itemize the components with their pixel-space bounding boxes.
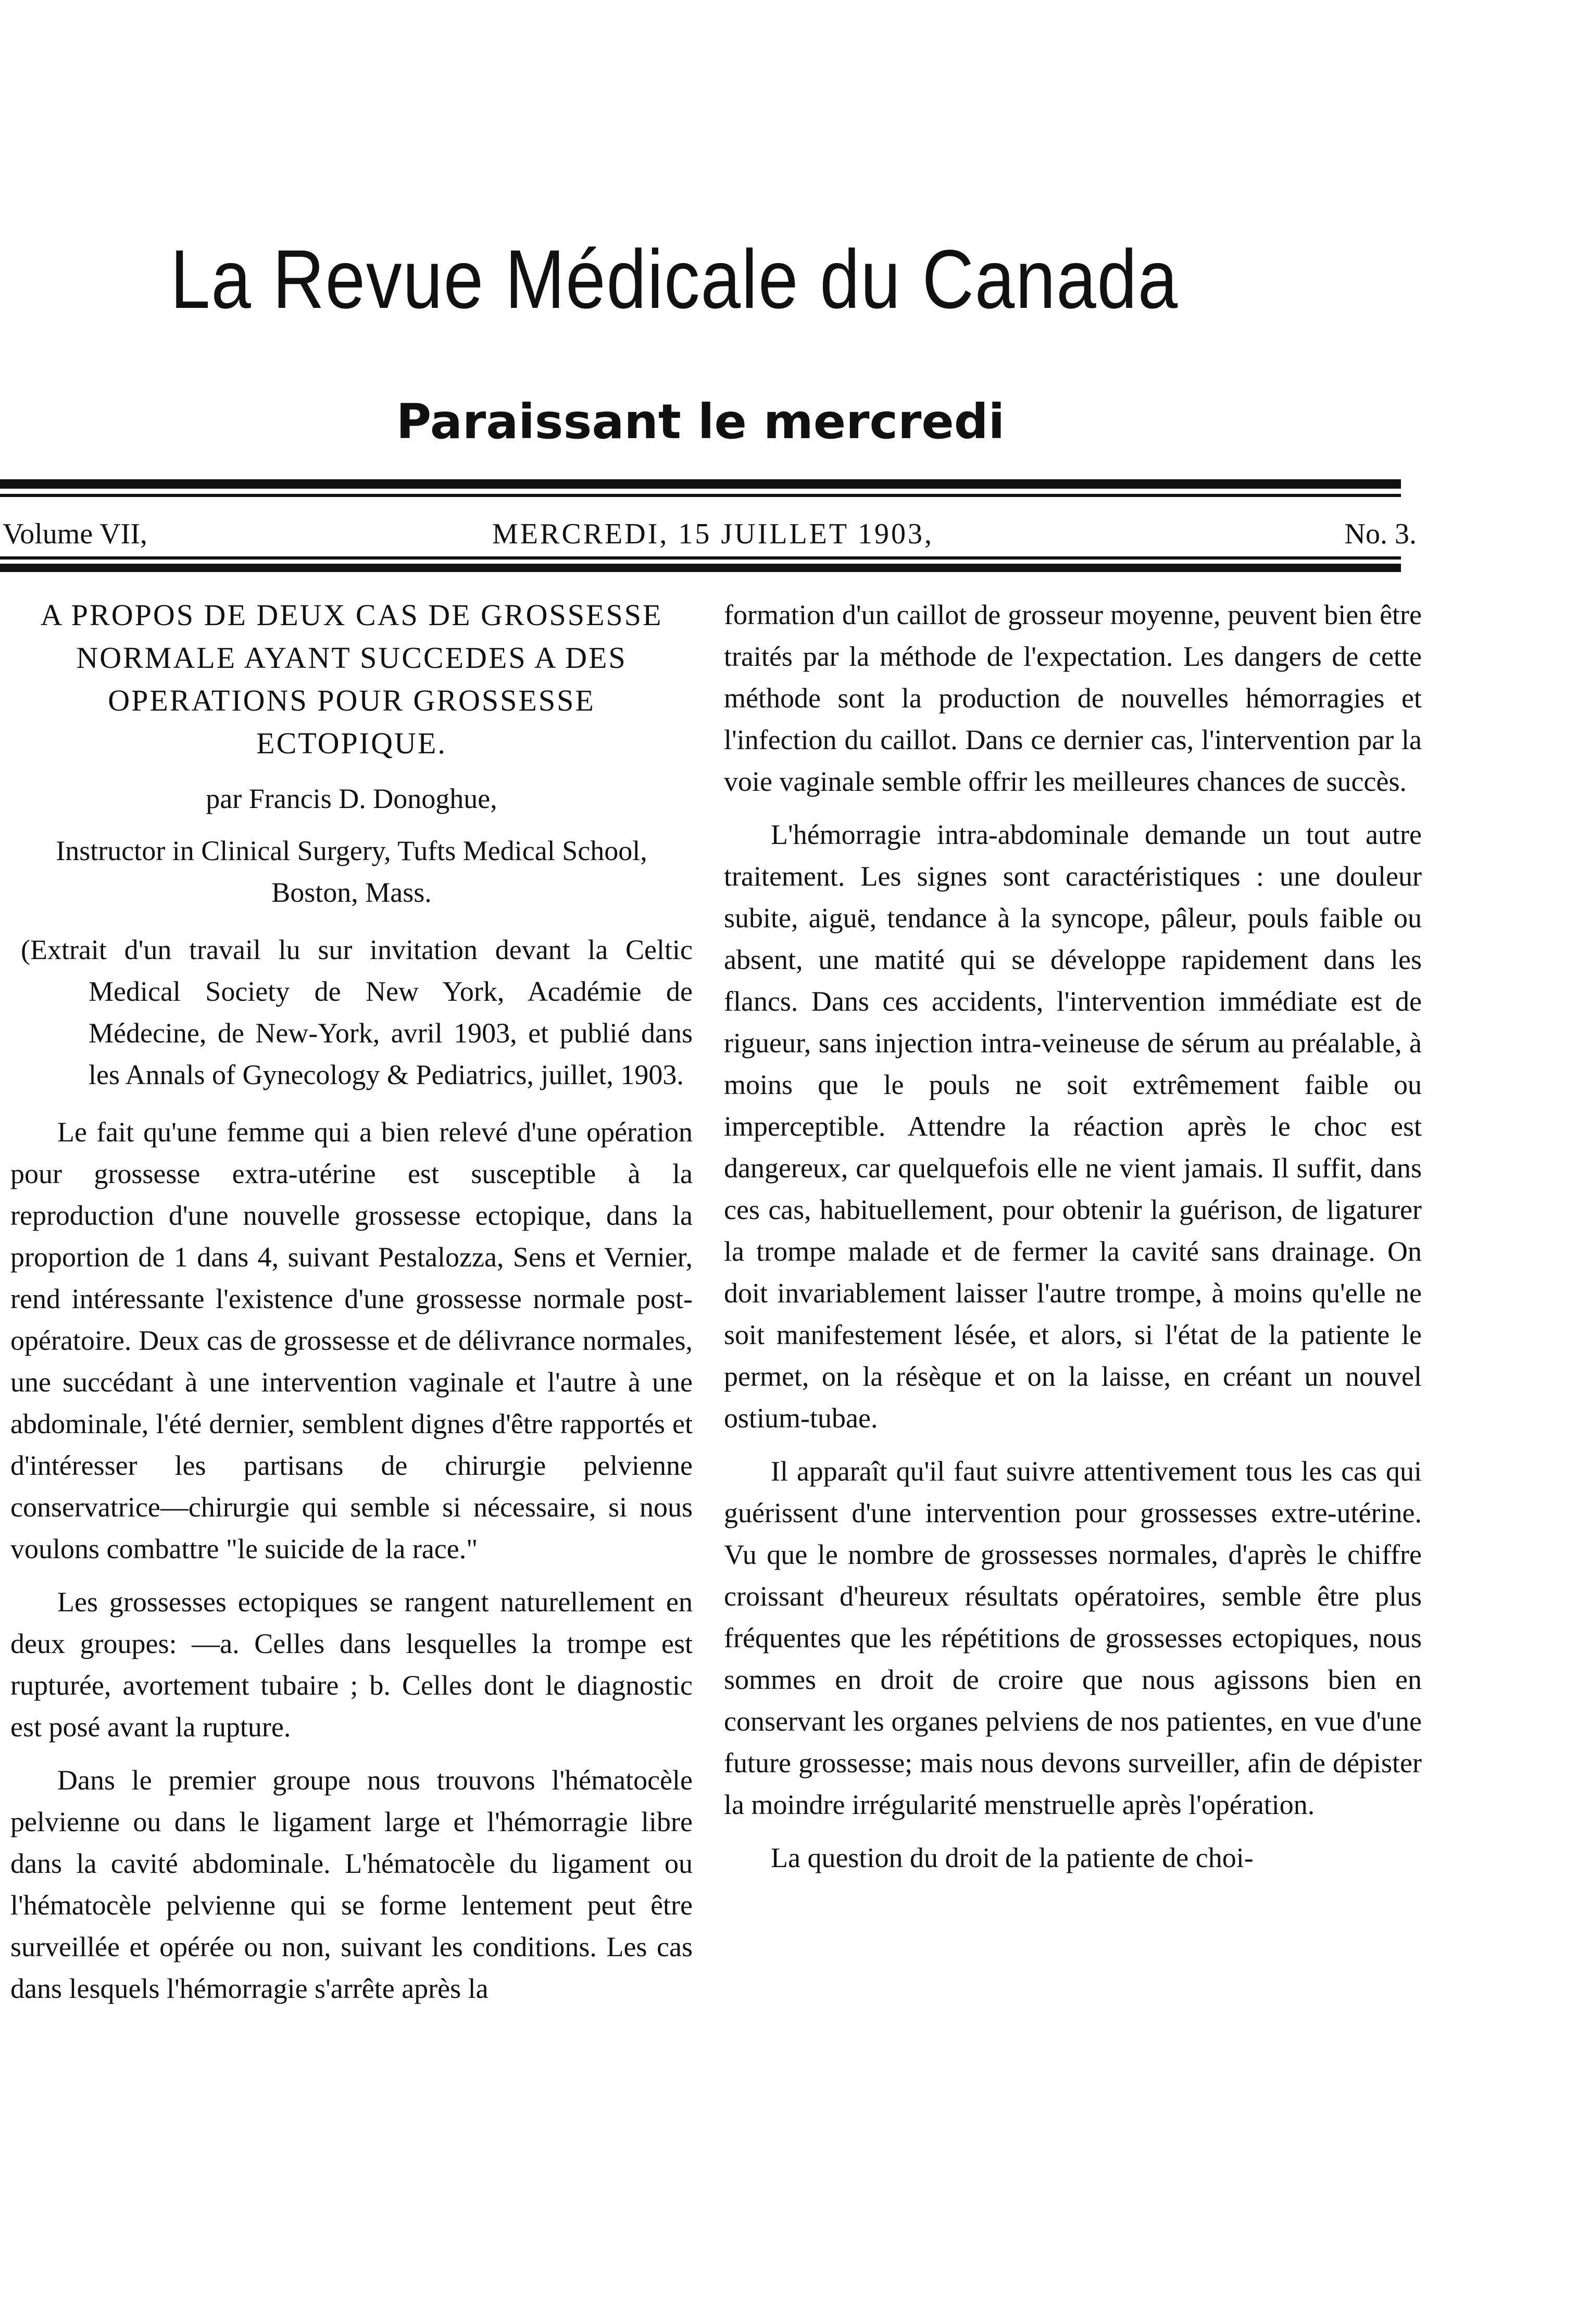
issue-date: MERCREDI, 15 JUILLET 1903, xyxy=(492,518,934,550)
author-affiliation: Instructor in Clinical Surgery, Tufts Medical School, Boston, Mass. xyxy=(56,835,647,908)
issue-number: No. 3. xyxy=(1344,518,1417,550)
body-paragraph: Les grossesses ectopiques se rangent naturellement en deux groupes: —a. Celles dans lesquelles la trompe est rupturée, avortement tubaire ; b. Celles dont le diagnostic est posé avant la rupture. xyxy=(10,1586,693,1743)
top-rule-thick xyxy=(0,479,1401,489)
left-column xyxy=(10,594,693,2021)
issue-dateline xyxy=(0,513,1417,555)
body-paragraph: Le fait qu'une femme qui a bien relevé d'une opération pour grossesse extra-utérine est susceptible à la reproduction d'une nouvelle grossesse ectopique, dans la proportion de 1 dans 4, suivant Pestalozza, Sens et Vernier, rend intéressante l'existence d'une grossesse normale post-opératoire. Deux cas de grossesse et de délivrance normales, une succédant à une intervention vaginale et l'autre à une abdominale, l'été dernier, semblent dignes d'être rapportés et d'intéresser les partisans de chirurgie pelvienne conservatrice—chirurgie qui semble si nécessaire, si nous voulons combattre "le suicide de la race." xyxy=(10,1116,693,1564)
body-paragraph: L'hémorragie intra-abdominale demande un tout autre traitement. Les signes sont caractéristiques : une douleur subite, aiguë, tendance à la syncope, pâleur, pouls faible ou absent, une matité qui se développe rapidement dans les flancs. Dans ces accidents, l'intervention immédiate est de rigueur, sans injection intra-veineuse de sérum au préalable, à moins que le pouls ne soit extrêmement faible ou imperceptible. Attendre la réaction après le choc est dangereux, car quelquefois elle ne vient jamais. Il suffit, dans ces cas, habituellement, pour obtenir la guérison, de ligaturer la trompe malade et de fermer la cavité sans drainage. On doit invariablement laisser l'autre trompe, à moins qu'elle ne soit manifestement lésée, et alors, si l'état de la patiente le permet, on la résèque et on la laisse, en créant un nouvel ostium-tubae. xyxy=(724,819,1422,1434)
bottom-rule-thin xyxy=(0,556,1401,560)
journal-title: La Revue Médicale du Canada xyxy=(170,232,1179,326)
bottom-rule-thick xyxy=(0,564,1401,572)
journal-subtitle: Paraissant le mercredi xyxy=(396,394,1005,450)
top-rule-thin xyxy=(0,494,1401,497)
right-column xyxy=(724,594,1422,1890)
body-paragraph: Dans le premier groupe nous trouvons l'hématocèle pelvienne ou dans le ligament large et l'hémorragie libre dans la cavité abdominale. L'hématocèle du ligament ou l'hématocèle pelvienne qui se forme lentement peut être surveillée et opérée ou non, suivant les conditions. Les cas dans lesquels l'hémorragie s'arrête après la xyxy=(10,1764,693,2004)
body-paragraph: Il apparaît qu'il faut suivre attentivement tous les cas qui guérissent d'une intervention pour grossesses extre-utérine. Vu que le nombre de grossesses normales, d'après le chiffre croissant d'heureux résultats opératoires, semble être plus fréquentes que les répétitions de grossesses ectopiques, nous sommes en droit de croire que nous agissons bien en conservant les organes pelviens de nos patientes, en vue d'une future grossesse; mais nous devons surveiller, afin de dépister la moindre irrégularité menstruelle après l'opération. xyxy=(724,1456,1422,1820)
body-paragraph-continued: formation d'un caillot de grosseur moyenne, peuvent bien être traités par la méthode de l'expectation. Les dangers de cette méthode sont la production de nouvelles hémorragies et l'infection du caillot. Dans ce dernier cas, l'intervention par la voie vaginale semble offrir les meilleures chances de succès. xyxy=(724,599,1422,797)
body-paragraph: La question du droit de la patiente de choi- xyxy=(771,1842,1254,1873)
article-byline: par Francis D. Donoghue, xyxy=(206,783,497,814)
article-title: A PROPOS DE DEUX CAS DE GROSSESSE NORMALE AYANT SUCCEDES A DES OPERATIONS POUR GROSSESSE ECTOPIQUE. xyxy=(40,598,663,760)
issue-volume: Volume VII, xyxy=(3,518,147,550)
source-note: (Extrait d'un travail lu sur invitation devant la Celtic Medical Society de New York, Académie de Médecine, de New-York, avril 1903, et publié dans les Annals of Gynecology & Pediatrics, juillet, 1903. xyxy=(21,934,693,1090)
